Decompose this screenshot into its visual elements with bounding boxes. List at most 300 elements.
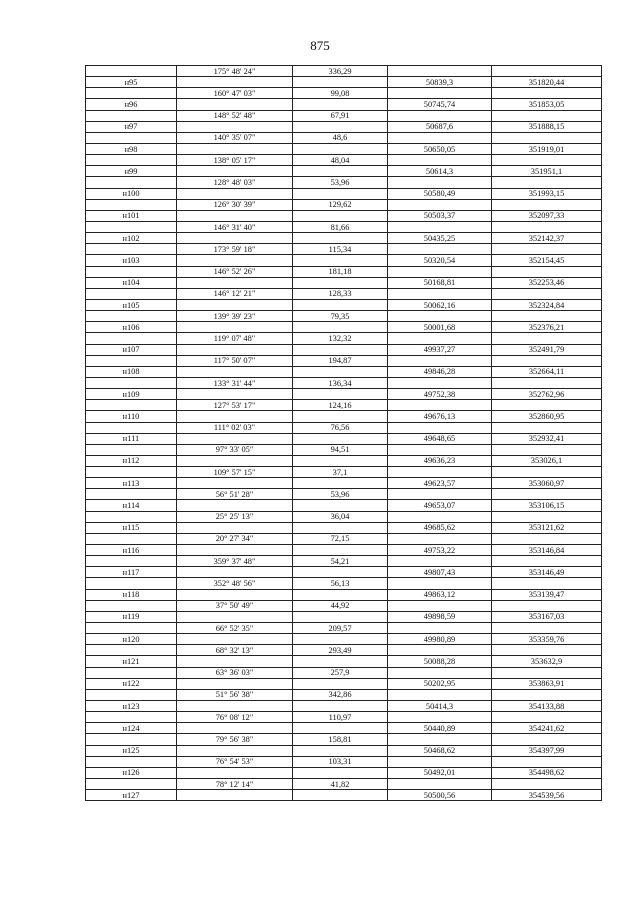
x-coordinate-cell: 50687,6 (388, 121, 492, 132)
direction-angle-cell: 146° 52' 26" (177, 266, 293, 277)
direction-angle-cell: 138° 05' 17" (177, 155, 293, 166)
empty-cell (293, 767, 388, 778)
empty-cell (492, 311, 602, 322)
segment-length-cell: 48,6 (293, 132, 388, 143)
segment-length-cell: 94,51 (293, 444, 388, 455)
empty-cell (492, 177, 602, 188)
point-row (86, 745, 602, 756)
segment-length-cell: 76,56 (293, 422, 388, 433)
empty-cell (177, 500, 293, 511)
point-name-cell: н100 (86, 188, 177, 199)
point-row (86, 255, 602, 266)
point-name-cell: н110 (86, 411, 177, 422)
y-coordinate-cell: 353146,84 (492, 545, 602, 556)
direction-angle-cell: 109° 57' 15" (177, 467, 293, 478)
y-coordinate-cell: 352762,96 (492, 389, 602, 400)
empty-cell (177, 322, 293, 333)
empty-cell (86, 177, 177, 188)
x-coordinate-cell: 50435,25 (388, 233, 492, 244)
segment-length-cell: 128,33 (293, 288, 388, 299)
segment-row (86, 667, 602, 678)
point-name-cell: н111 (86, 433, 177, 444)
empty-cell (293, 77, 388, 88)
empty-cell (177, 767, 293, 778)
direction-angle-cell: 139° 39' 23" (177, 311, 293, 322)
y-coordinate-cell: 352376,21 (492, 322, 602, 333)
point-name-cell: н102 (86, 233, 177, 244)
point-row (86, 389, 602, 400)
x-coordinate-cell: 49937,27 (388, 344, 492, 355)
empty-cell (177, 77, 293, 88)
empty-cell (492, 689, 602, 700)
x-coordinate-cell: 50614,3 (388, 166, 492, 177)
x-coordinate-cell: 49623,57 (388, 478, 492, 489)
y-coordinate-cell: 352253,46 (492, 277, 602, 288)
point-row (86, 634, 602, 645)
empty-cell (293, 121, 388, 132)
empty-cell (388, 756, 492, 767)
empty-cell (177, 589, 293, 600)
x-coordinate-cell: 50503,37 (388, 210, 492, 221)
empty-cell (86, 244, 177, 255)
empty-cell (492, 756, 602, 767)
empty-cell (86, 667, 177, 678)
point-row (86, 77, 602, 88)
empty-cell (177, 210, 293, 221)
empty-cell (86, 712, 177, 723)
empty-cell (177, 299, 293, 310)
y-coordinate-cell: 352932,41 (492, 433, 602, 444)
point-name-cell: н108 (86, 366, 177, 377)
x-coordinate-cell: 50500,56 (388, 790, 492, 801)
empty-cell (388, 623, 492, 634)
empty-cell (293, 188, 388, 199)
empty-cell (177, 678, 293, 689)
point-name-cell: н112 (86, 455, 177, 466)
empty-cell (388, 199, 492, 210)
segment-length-cell: 115,34 (293, 244, 388, 255)
empty-cell (293, 567, 388, 578)
point-row (86, 143, 602, 154)
empty-cell (388, 355, 492, 366)
empty-cell (177, 478, 293, 489)
empty-cell (388, 110, 492, 121)
empty-cell (388, 467, 492, 478)
x-coordinate-cell: 49752,38 (388, 389, 492, 400)
segment-length-cell: 72,15 (293, 533, 388, 544)
segment-row (86, 422, 602, 433)
y-coordinate-cell: 354397,99 (492, 745, 602, 756)
point-name-cell: н117 (86, 567, 177, 578)
empty-cell (177, 277, 293, 288)
empty-cell (86, 311, 177, 322)
x-coordinate-cell: 50492,01 (388, 767, 492, 778)
direction-angle-cell: 175° 48' 24" (177, 66, 293, 77)
segment-length-cell: 44,92 (293, 600, 388, 611)
empty-cell (86, 221, 177, 232)
y-coordinate-cell: 353121,62 (492, 522, 602, 533)
point-row (86, 589, 602, 600)
empty-cell (492, 600, 602, 611)
x-coordinate-cell: 49685,62 (388, 522, 492, 533)
empty-cell (388, 533, 492, 544)
empty-cell (293, 500, 388, 511)
empty-cell (492, 734, 602, 745)
segment-row (86, 333, 602, 344)
x-coordinate-cell: 49898,59 (388, 611, 492, 622)
segment-row (86, 177, 602, 188)
y-coordinate-cell: 351853,05 (492, 99, 602, 110)
empty-cell (86, 444, 177, 455)
y-coordinate-cell: 353167,03 (492, 611, 602, 622)
y-coordinate-cell: 353106,15 (492, 500, 602, 511)
y-coordinate-cell: 352142,37 (492, 233, 602, 244)
empty-cell (293, 166, 388, 177)
point-row (86, 277, 602, 288)
empty-cell (388, 177, 492, 188)
page-number: 875 (310, 38, 330, 53)
direction-angle-cell: 359° 37' 48" (177, 556, 293, 567)
segment-length-cell: 53,96 (293, 177, 388, 188)
direction-angle-cell: 128° 48' 03" (177, 177, 293, 188)
segment-row (86, 288, 602, 299)
empty-cell (492, 422, 602, 433)
point-row (86, 678, 602, 689)
empty-cell (177, 121, 293, 132)
y-coordinate-cell: 351919,01 (492, 143, 602, 154)
direction-angle-cell: 97° 33' 05" (177, 444, 293, 455)
direction-angle-cell: 127° 53' 17" (177, 400, 293, 411)
empty-cell (293, 745, 388, 756)
segment-length-cell: 293,49 (293, 645, 388, 656)
point-name-cell: н118 (86, 589, 177, 600)
segment-length-cell: 132,32 (293, 333, 388, 344)
x-coordinate-cell: 50745,74 (388, 99, 492, 110)
empty-cell (86, 756, 177, 767)
y-coordinate-cell: 351888,15 (492, 121, 602, 132)
point-row (86, 455, 602, 466)
empty-cell (492, 333, 602, 344)
empty-cell (177, 233, 293, 244)
point-name-cell: н126 (86, 767, 177, 778)
empty-cell (177, 723, 293, 734)
direction-angle-cell: 173° 59' 18" (177, 244, 293, 255)
segment-row (86, 645, 602, 656)
direction-angle-cell: 79° 56' 38" (177, 734, 293, 745)
empty-cell (492, 244, 602, 255)
point-row (86, 322, 602, 333)
empty-cell (492, 155, 602, 166)
empty-cell (293, 589, 388, 600)
direction-angle-cell: 148° 52' 48" (177, 110, 293, 121)
empty-cell (492, 511, 602, 522)
x-coordinate-cell: 50414,3 (388, 701, 492, 712)
segment-length-cell: 257,9 (293, 667, 388, 678)
x-coordinate-cell: 50062,16 (388, 299, 492, 310)
empty-cell (86, 511, 177, 522)
empty-cell (388, 333, 492, 344)
empty-cell (388, 155, 492, 166)
empty-cell (388, 400, 492, 411)
direction-angle-cell: 68° 32' 13" (177, 645, 293, 656)
empty-cell (293, 455, 388, 466)
x-coordinate-cell: 50202,95 (388, 678, 492, 689)
empty-cell (293, 678, 388, 689)
segment-length-cell: 99,08 (293, 88, 388, 99)
segment-row (86, 779, 602, 790)
empty-cell (86, 578, 177, 589)
empty-cell (492, 467, 602, 478)
y-coordinate-cell: 353632,9 (492, 656, 602, 667)
empty-cell (293, 389, 388, 400)
empty-cell (177, 366, 293, 377)
point-name-cell: н104 (86, 277, 177, 288)
segment-row (86, 712, 602, 723)
x-coordinate-cell: 49980,89 (388, 634, 492, 645)
point-row (86, 366, 602, 377)
empty-cell (388, 66, 492, 77)
point-row (86, 433, 602, 444)
y-coordinate-cell: 351951,1 (492, 166, 602, 177)
empty-cell (177, 344, 293, 355)
empty-cell (492, 779, 602, 790)
coordinates-table-body (86, 66, 602, 801)
point-name-cell: н123 (86, 701, 177, 712)
y-coordinate-cell: 352664,11 (492, 366, 602, 377)
empty-cell (492, 132, 602, 143)
segment-length-cell: 124,16 (293, 400, 388, 411)
point-name-cell: н116 (86, 545, 177, 556)
y-coordinate-cell: 352097,33 (492, 210, 602, 221)
direction-angle-cell: 51° 56' 38" (177, 689, 293, 700)
y-coordinate-cell: 353139,47 (492, 589, 602, 600)
point-name-cell: н114 (86, 500, 177, 511)
empty-cell (388, 266, 492, 277)
point-name-cell: н121 (86, 656, 177, 667)
empty-cell (388, 645, 492, 656)
x-coordinate-cell: 49636,23 (388, 455, 492, 466)
direction-angle-cell: 133° 31' 44" (177, 377, 293, 388)
point-name-cell: н127 (86, 790, 177, 801)
empty-cell (86, 489, 177, 500)
point-row (86, 344, 602, 355)
empty-cell (86, 734, 177, 745)
empty-cell (86, 155, 177, 166)
point-row (86, 701, 602, 712)
direction-angle-cell: 160° 47' 03" (177, 88, 293, 99)
segment-row (86, 578, 602, 589)
empty-cell (388, 489, 492, 500)
segment-row (86, 489, 602, 500)
empty-cell (86, 400, 177, 411)
empty-cell (86, 600, 177, 611)
empty-cell (492, 645, 602, 656)
y-coordinate-cell: 352860,95 (492, 411, 602, 422)
empty-cell (177, 701, 293, 712)
empty-cell (492, 377, 602, 388)
segment-row (86, 533, 602, 544)
y-coordinate-cell: 353026,1 (492, 455, 602, 466)
empty-cell (492, 110, 602, 121)
empty-cell (177, 790, 293, 801)
segment-row (86, 355, 602, 366)
direction-angle-cell: 76° 54' 53" (177, 756, 293, 767)
point-row (86, 188, 602, 199)
empty-cell (492, 533, 602, 544)
point-row (86, 723, 602, 734)
empty-cell (388, 422, 492, 433)
empty-cell (86, 355, 177, 366)
point-name-cell: н109 (86, 389, 177, 400)
empty-cell (293, 344, 388, 355)
empty-cell (293, 366, 388, 377)
empty-cell (492, 400, 602, 411)
segment-length-cell: 194,87 (293, 355, 388, 366)
empty-cell (388, 511, 492, 522)
y-coordinate-cell: 352491,79 (492, 344, 602, 355)
segment-row (86, 467, 602, 478)
empty-cell (388, 288, 492, 299)
empty-cell (293, 299, 388, 310)
point-name-cell: н99 (86, 166, 177, 177)
y-coordinate-cell: 354133,88 (492, 701, 602, 712)
direction-angle-cell: 352° 48' 56" (177, 578, 293, 589)
empty-cell (86, 689, 177, 700)
point-name-cell: н101 (86, 210, 177, 221)
direction-angle-cell: 146° 12' 21" (177, 288, 293, 299)
segment-row (86, 88, 602, 99)
empty-cell (293, 656, 388, 667)
empty-cell (293, 322, 388, 333)
empty-cell (86, 199, 177, 210)
direction-angle-cell: 111° 02' 03" (177, 422, 293, 433)
segment-row (86, 221, 602, 232)
empty-cell (86, 422, 177, 433)
direction-angle-cell: 126° 30' 39" (177, 199, 293, 210)
direction-angle-cell: 63° 36' 03" (177, 667, 293, 678)
y-coordinate-cell: 353863,91 (492, 678, 602, 689)
point-row (86, 210, 602, 221)
y-coordinate-cell: 353359,76 (492, 634, 602, 645)
point-name-cell: н106 (86, 322, 177, 333)
segment-length-cell: 136,34 (293, 377, 388, 388)
empty-cell (177, 745, 293, 756)
segment-row (86, 600, 602, 611)
empty-cell (293, 143, 388, 154)
point-row (86, 611, 602, 622)
empty-cell (388, 244, 492, 255)
x-coordinate-cell: 50440,89 (388, 723, 492, 734)
direction-angle-cell: 140° 35' 07" (177, 132, 293, 143)
empty-cell (492, 667, 602, 678)
point-row (86, 656, 602, 667)
point-name-cell: н120 (86, 634, 177, 645)
segment-length-cell: 53,96 (293, 489, 388, 500)
empty-cell (86, 66, 177, 77)
empty-cell (177, 634, 293, 645)
direction-angle-cell: 25° 25' 13" (177, 511, 293, 522)
empty-cell (86, 288, 177, 299)
segment-row (86, 266, 602, 277)
coordinates-table (85, 65, 602, 801)
empty-cell (388, 132, 492, 143)
x-coordinate-cell: 50001,68 (388, 322, 492, 333)
empty-cell (492, 88, 602, 99)
empty-cell (492, 623, 602, 634)
empty-cell (492, 66, 602, 77)
point-name-cell: н103 (86, 255, 177, 266)
x-coordinate-cell: 50839,3 (388, 77, 492, 88)
empty-cell (177, 166, 293, 177)
point-name-cell: н96 (86, 99, 177, 110)
empty-cell (492, 489, 602, 500)
x-coordinate-cell: 50088,28 (388, 656, 492, 667)
point-name-cell: н122 (86, 678, 177, 689)
x-coordinate-cell: 49807,43 (388, 567, 492, 578)
point-row (86, 299, 602, 310)
direction-angle-cell: 119° 07' 48" (177, 333, 293, 344)
point-row (86, 500, 602, 511)
direction-angle-cell: 78° 12' 14" (177, 779, 293, 790)
empty-cell (293, 433, 388, 444)
point-name-cell: н119 (86, 611, 177, 622)
x-coordinate-cell: 50650,05 (388, 143, 492, 154)
segment-row (86, 556, 602, 567)
empty-cell (177, 389, 293, 400)
empty-cell (177, 545, 293, 556)
segment-row (86, 155, 602, 166)
segment-length-cell: 336,29 (293, 66, 388, 77)
point-name-cell: н115 (86, 522, 177, 533)
empty-cell (177, 611, 293, 622)
direction-angle-cell: 37° 50' 49" (177, 600, 293, 611)
empty-cell (492, 288, 602, 299)
empty-cell (293, 255, 388, 266)
empty-cell (492, 266, 602, 277)
empty-cell (293, 277, 388, 288)
direction-angle-cell: 66° 52' 35" (177, 623, 293, 634)
segment-row (86, 132, 602, 143)
empty-cell (293, 411, 388, 422)
x-coordinate-cell: 49846,28 (388, 366, 492, 377)
segment-length-cell: 48,04 (293, 155, 388, 166)
empty-cell (86, 467, 177, 478)
point-row (86, 478, 602, 489)
segment-length-cell: 67,91 (293, 110, 388, 121)
point-name-cell: н97 (86, 121, 177, 132)
point-row (86, 121, 602, 132)
segment-length-cell: 79,35 (293, 311, 388, 322)
empty-cell (177, 522, 293, 533)
x-coordinate-cell: 50168,81 (388, 277, 492, 288)
point-name-cell: н124 (86, 723, 177, 734)
segment-length-cell: 103,31 (293, 756, 388, 767)
empty-cell (177, 188, 293, 199)
empty-cell (293, 790, 388, 801)
direction-angle-cell: 56° 51' 28" (177, 489, 293, 500)
y-coordinate-cell: 351820,44 (492, 77, 602, 88)
segment-length-cell: 36,04 (293, 511, 388, 522)
empty-cell (86, 88, 177, 99)
empty-cell (177, 143, 293, 154)
segment-row (86, 244, 602, 255)
segment-length-cell: 342,86 (293, 689, 388, 700)
empty-cell (86, 110, 177, 121)
empty-cell (492, 221, 602, 232)
empty-cell (388, 444, 492, 455)
segment-row (86, 377, 602, 388)
x-coordinate-cell: 49676,13 (388, 411, 492, 422)
